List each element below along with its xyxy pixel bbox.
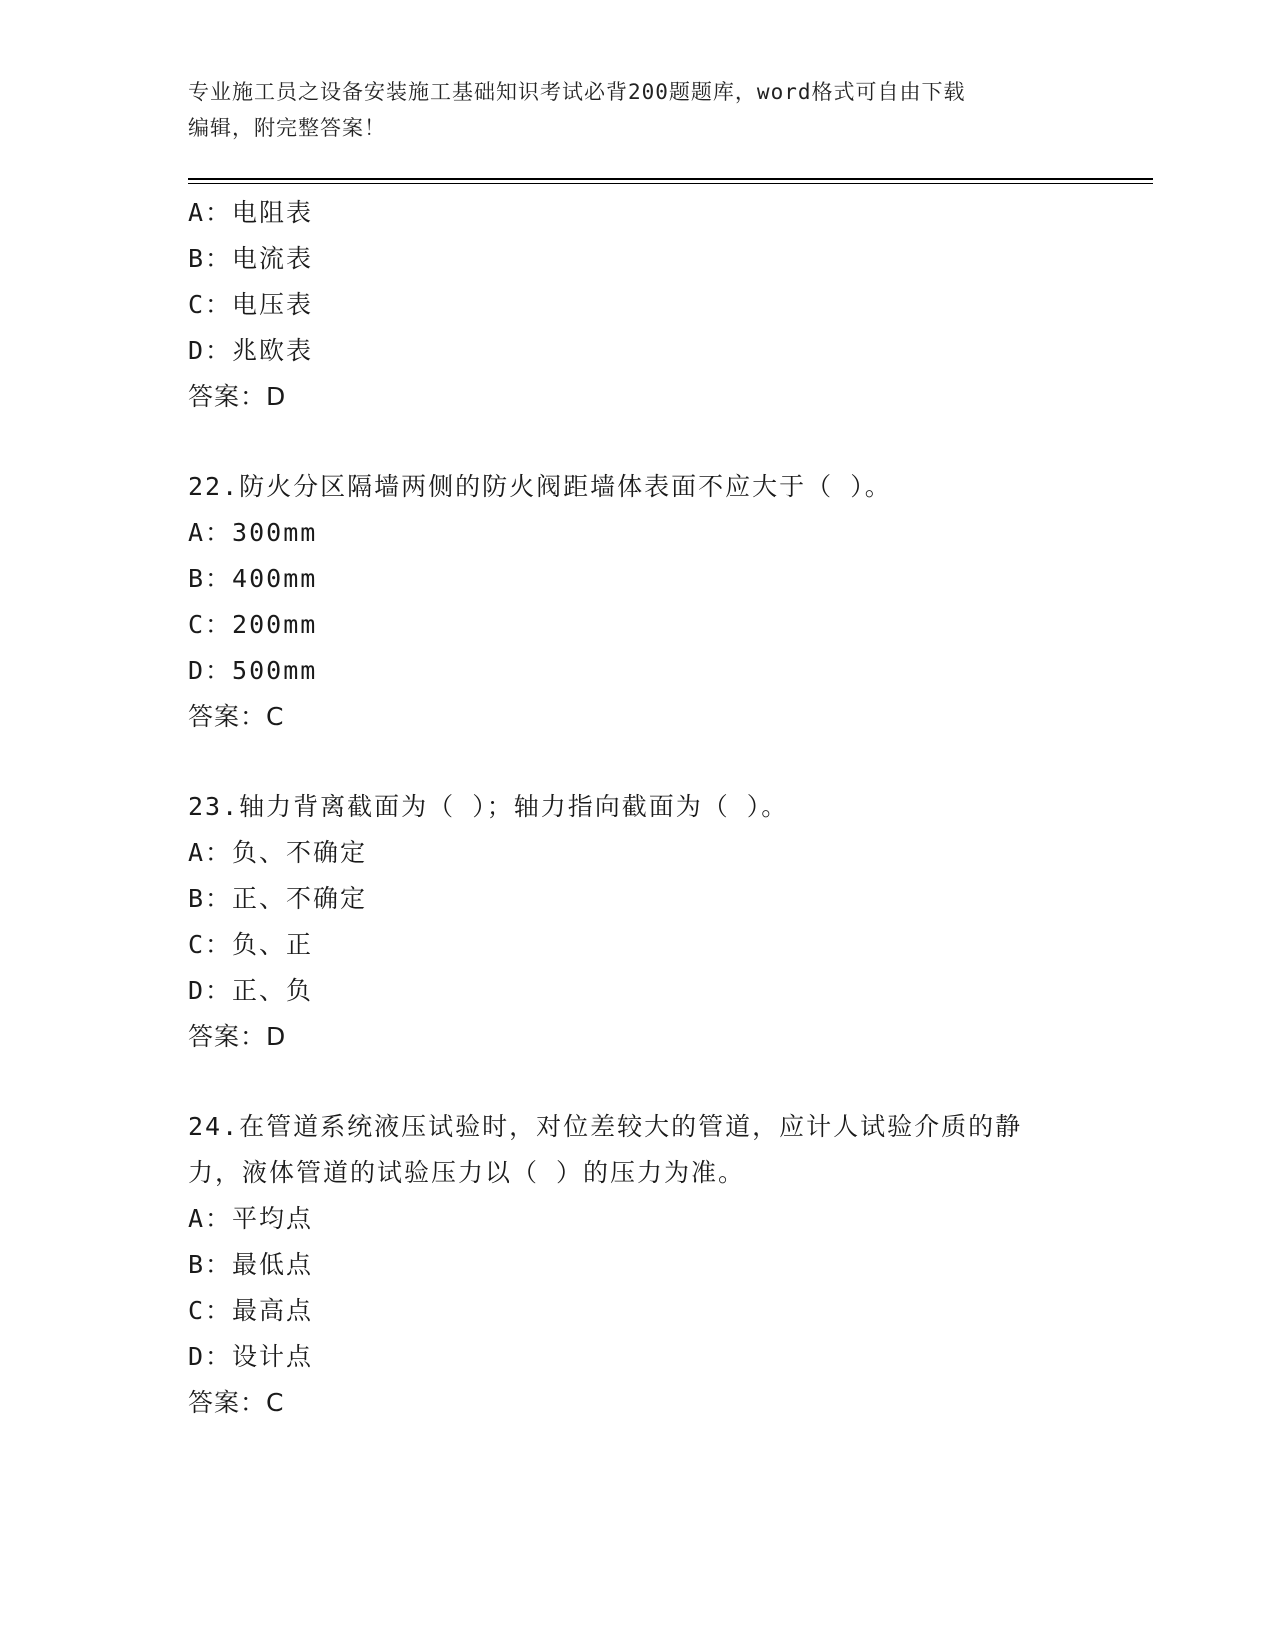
- header-line-1: 专业施工员之设备安装施工基础知识考试必背200题题库，word格式可自由下载: [188, 80, 966, 104]
- option-a: A：300mm: [188, 518, 318, 547]
- option-b: B：400mm: [188, 564, 318, 593]
- option-a: A：电阻表: [188, 198, 314, 227]
- document-header: [188, 74, 1068, 146]
- option-c: C：最高点: [188, 1296, 314, 1325]
- question-text-line-1: 24.在管道系统液压试验时，对位差较大的管道，应计人试验介质的静: [188, 1112, 1023, 1141]
- question-list: [188, 190, 1088, 1426]
- header-line-2: 编辑，附完整答案！: [188, 116, 386, 140]
- option-b: B：正、不确定: [188, 884, 368, 913]
- question-block-22: [188, 464, 1088, 740]
- option-d: D：500mm: [188, 656, 318, 685]
- answer-line: 答案：D: [188, 1022, 287, 1051]
- option-d: D：兆欧表: [188, 336, 314, 365]
- header-divider-thin: [188, 183, 1153, 184]
- option-b: B：最低点: [188, 1250, 314, 1279]
- option-a: A：负、不确定: [188, 838, 368, 867]
- question-text: 23.轴力背离截面为（ ）；轴力指向截面为（ ）。: [188, 792, 789, 821]
- option-c: C：200mm: [188, 610, 318, 639]
- question-text: 22.防火分区隔墙两侧的防火阀距墙体表面不应大于（ ）。: [188, 472, 892, 501]
- answer-line: 答案：D: [188, 382, 287, 411]
- question-block-21: [188, 190, 1088, 420]
- option-c: C：负、正: [188, 930, 314, 959]
- question-block-23: [188, 784, 1088, 1060]
- option-d: D：正、负: [188, 976, 314, 1005]
- option-d: D：设计点: [188, 1342, 314, 1371]
- option-c: C：电压表: [188, 290, 314, 319]
- question-text-line-2: 力，液体管道的试验压力以（ ）的压力为准。: [188, 1158, 746, 1187]
- header-divider-thick: [188, 178, 1153, 180]
- question-block-24: [188, 1104, 1088, 1426]
- answer-line: 答案：C: [188, 702, 285, 731]
- option-a: A：平均点: [188, 1204, 314, 1233]
- answer-line: 答案：C: [188, 1388, 285, 1417]
- option-b: B：电流表: [188, 244, 314, 273]
